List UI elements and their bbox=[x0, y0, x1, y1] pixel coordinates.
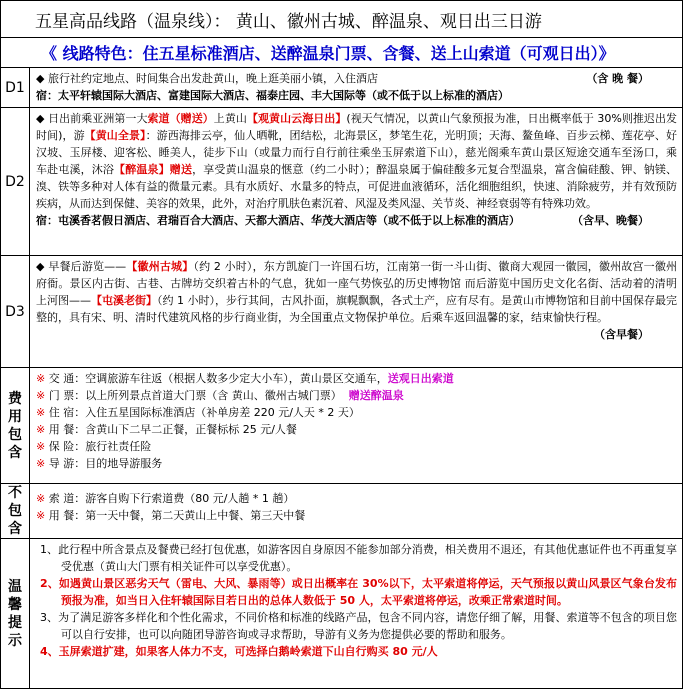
highlight-text: 送观日出索道 bbox=[387, 372, 454, 385]
tips-row bbox=[1, 539, 683, 689]
note-mark-icon: ※ bbox=[36, 457, 46, 470]
included-item: ※ 用 餐：含黄山下二早二正餐，正餐标标 25 元/人餐 bbox=[36, 423, 297, 436]
day-content bbox=[30, 68, 683, 108]
tip-item: 1、此行程中所含景点及餐费已经打包优惠，如游客因自身原因不能参加部分消费，相关费用不退还，有其他优惠证件也不再重复享受优惠（黄山大门票有相关证件可以享受优惠）。 bbox=[40, 543, 677, 573]
keyword-cableway: 索道（赠送） bbox=[147, 112, 214, 125]
excluded-item: ※ 用 餐：第一天中餐，第二天黄山上中餐、第三天中餐 bbox=[36, 509, 306, 522]
included-row bbox=[1, 368, 683, 484]
note-mark-icon: ※ bbox=[36, 372, 46, 385]
page-title: 五星高品线路（温泉线）： 黄山、徽州古城、醉温泉、观日出三日游 bbox=[0, 0, 683, 38]
tip-item: 2、如遇黄山景区恶劣天气（雷电、大风、暴雨等）或日出概率在 30%以下，太平索道将停运，天气预报以黄山风景区气象台发布预报为准，如当日入住轩辕国际目若日出的总体人数低于 50 人，太平索道将停运，改乘正常索道时间。 bbox=[40, 577, 678, 607]
day-content: ◆ 早餐后游览——【徽州古城】（约 2 小时），东方凯旋门一许国石坊，江南第一街一斗山街、徽商大观园一徽园，徽州故宫一徽州府衙。景区内古街、古巷、古牌坊交织着古朴的气息，犹如一座气势恢弘的历史博物馆 而后游览中国历史文化名街、活动着的清明上河图——【屯溪老街】（约 1 小时），步行其间，古风扑面，旗幌飘飘，各式土产，应有尽有。是黄山市博物馆和目前中国保存最完整的，具有宋、明、清时代建筑风格的步行商业街，为全国重点文物保护单位。后乘车返回温馨的家，结束愉快行程。 （含早餐） bbox=[30, 256, 683, 368]
keyword-panorama: 【黄山全景】 bbox=[84, 129, 146, 142]
day-content: ◆ 日出前乘亚洲第一大索道（赠送）上黄山【观黄山云海日出】(视天气情况，以黄山气象预报为准，日出概率低于 30%则推迟出发时间)，游【黄山全景】：游西海排云亭，仙人晒靴，团结松，北海景区，梦笔生花，光明顶；天海、鳌鱼峰、百步云梯、莲花亭、好汉坡、玉屏楼、迎客松、睡美人，徒步下山（或量力而行自行前往乘坐玉屏索道下山），慈光阁乘车黄山景区短途交通车至汤口，乘车赴屯溪，沐浴【醉温泉】赠送，享受黄山温泉的惬意（约二小时）；醉温泉属于偏硅酸多元复合型温泉，富含偏硅酸、钾、钠镁、溴、铁等多种对人体有益的微量元素。具有水质好、水量多的特点，可促进血液循环，活化细胞组织，快速、消除疲劳，并有效预防疾病，从而达到保健、美容的效果，此外，对治疗肌肤色素沉着、风湿及类风湿、关节炎、神经衰弱等有特殊功效。 （含早、晚餐） 宿：屯溪香茗假日酒店、君瑞百合大酒店、天都大酒店、华茂大酒店等（或不低于以上标准的酒店） bbox=[30, 108, 683, 256]
tips-label: 温 馨 提 示 bbox=[1, 539, 30, 689]
meal-note: （含早餐） bbox=[594, 328, 649, 341]
included-item: ※ 交 通：空调旅游车往返（根据人数多少定大小车），黄山景区交通车，送观日出索道 bbox=[36, 372, 454, 385]
keyword-hotspring: 【醉温泉】赠送 bbox=[114, 163, 193, 176]
bullet-icon: ◆ bbox=[36, 72, 45, 85]
excluded-label: 不 包 含 bbox=[1, 484, 30, 539]
tips-content bbox=[30, 539, 683, 689]
day-label: D2 bbox=[1, 108, 30, 256]
day-label: D1 bbox=[1, 68, 30, 108]
tip-item: 3、为了满足游客多样化和个性化需求，不同价格和标准的线路产品，包含不同内容，请您仔细了解，用餐、索道等不包含的项目您可以自行安排，也可以向随团导游咨询或寻求帮助，导游有义务为您提供必要的帮助和服务。 bbox=[40, 611, 677, 641]
hotel-note: 宿：太平轩辕国际大酒店、富建国际大酒店、福泰庄园、丰大国际等（或不低于以上标准的酒店） bbox=[36, 89, 509, 102]
itinerary-table bbox=[0, 67, 683, 689]
day-label: D3 bbox=[1, 256, 30, 368]
excluded-content bbox=[30, 484, 683, 539]
keyword-ancient-city: 【徽州古城】 bbox=[126, 260, 194, 273]
note-mark-icon: ※ bbox=[36, 440, 46, 453]
note-mark-icon: ※ bbox=[36, 492, 46, 505]
included-item: ※ 保 险：旅行社责任险 bbox=[36, 440, 152, 453]
included-item: ※ 导 游：目的地导游服务 bbox=[36, 457, 163, 470]
keyword-sunrise: 【观黄山云海日出】 bbox=[246, 112, 347, 125]
included-label: 费 用 包 含 bbox=[1, 368, 30, 484]
note-mark-icon: ※ bbox=[36, 406, 46, 419]
note-mark-icon: ※ bbox=[36, 389, 46, 402]
hotel-note: 宿：屯溪香茗假日酒店、君瑞百合大酒店、天都大酒店、华茂大酒店等（或不低于以上标准的酒店） bbox=[36, 214, 520, 227]
day-row-d3 bbox=[1, 256, 683, 368]
note-mark-icon: ※ bbox=[36, 509, 46, 522]
highlight-text: 赠送醉温泉 bbox=[348, 389, 404, 402]
tip-item: 4、玉屏索道扩建，如果客人体力不支，可选择白鹅岭索道下山自行购买 80 元/人 bbox=[40, 645, 438, 658]
included-item: ※ 住 宿：入住五星国际标准酒店（补单房差 220 元/人天 * 2 天） bbox=[36, 406, 360, 419]
meal-note: （含早、晚餐） bbox=[572, 214, 649, 227]
included-item: ※ 门 票：以上所列景点首道大门票（含 黄山、徽州古城门票） 赠送醉温泉 bbox=[36, 389, 404, 402]
bullet-icon: ◆ bbox=[36, 260, 45, 273]
keyword-old-street: 【屯溪老街】 bbox=[91, 294, 157, 307]
route-features: 《 线路特色：住五星标准酒店、送醉温泉门票、含餐、送上山索道（可观日出）》 bbox=[0, 38, 683, 67]
meal-note: （含 晚 餐） bbox=[586, 72, 649, 85]
day-row-d2 bbox=[1, 108, 683, 256]
excluded-row bbox=[1, 484, 683, 539]
excluded-item: ※ 索 道：游客自购下行索道费（80 元/人趟 * 1 趟） bbox=[36, 492, 295, 505]
note-mark-icon: ※ bbox=[36, 423, 46, 436]
day-row-d1 bbox=[1, 68, 683, 108]
included-content bbox=[30, 368, 683, 484]
day-activity: 旅行社约定地点、时间集合出发赴黄山，晚上逛美丽小镇，入住酒店 bbox=[47, 72, 378, 85]
bullet-icon: ◆ bbox=[36, 112, 45, 125]
